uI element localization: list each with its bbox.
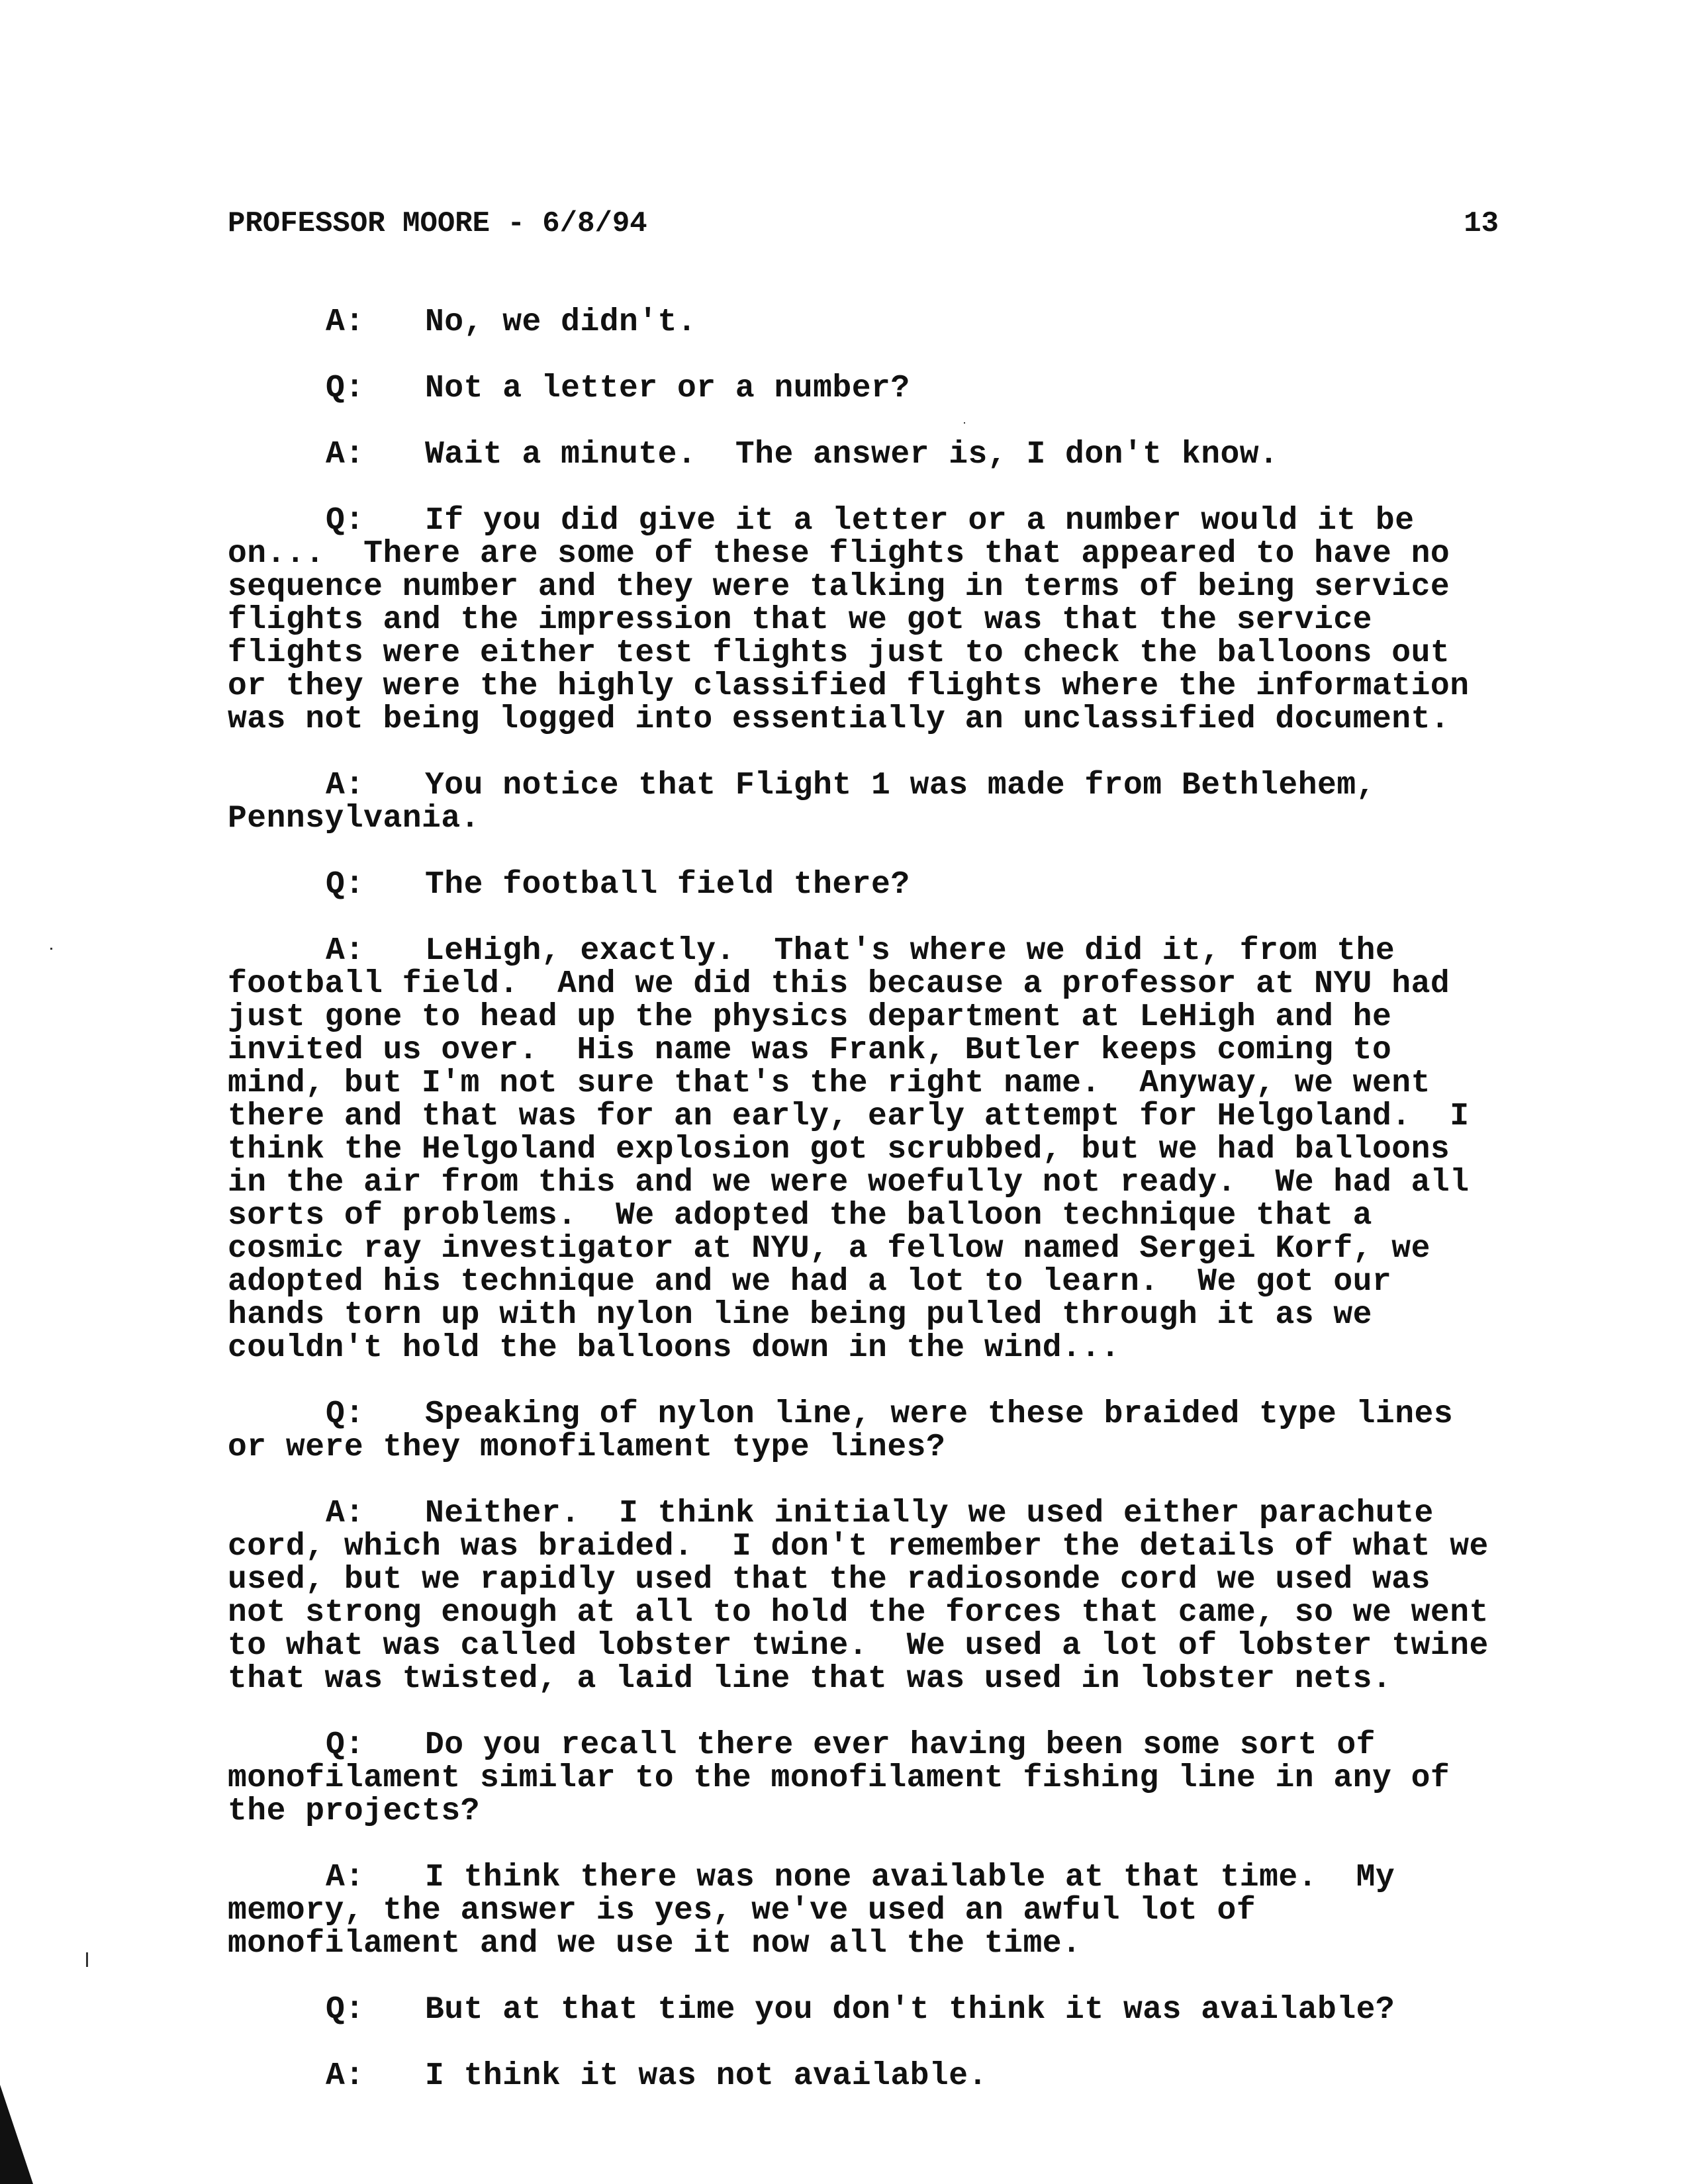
speaker-label: A: — [326, 1496, 365, 1531]
paragraph-first-line: Do you recall there ever having been some sort of — [425, 1727, 1376, 1763]
speaker-label: A: — [326, 304, 365, 340]
scan-speck — [50, 948, 52, 950]
paragraph-first-line: Not a letter or a number? — [425, 371, 910, 406]
paragraph-continuation: on... There are some of these flights that appeared to have no sequence number and they were talking in terms of being service flights and the impression that we got was that the service flights were either test flights just to check the balloons out or they were the highly classified flights where the information was not being logged into essentially an unclassified document. — [228, 536, 1470, 737]
paragraph-first-line: I think it was not available. — [425, 2058, 988, 2094]
paragraph-continuation: Pennsylvania. — [228, 801, 480, 837]
speaker-label: A: — [326, 437, 365, 473]
transcript-paragraph — [228, 2060, 1552, 2093]
paragraph-continuation: football field. And we did this because a professor at NYU had just gone to head up the physics department at LeHigh and he invited us over. His name was Frank, Butler keeps coming to mind, but I'm not sure that's the right name. Anyway, we went there and that was for an early, early attempt for Helgoland. I think the Helgoland explosion got scrubbed, but we had balloons in the air from this and we were woefully not ready. We had all sorts of problems. We adopted the balloon technique that a cosmic ray investigator at NYU, a fellow named Sergei Korf, we adopted his technique and we had a lot to learn. We got our hands torn up with nylon line being pulled through it as we couldn't hold the balloons down in the wind... — [228, 966, 1470, 1366]
scan-speck — [86, 1952, 88, 1967]
transcript-paragraph — [228, 504, 1552, 736]
page-number: 13 — [1464, 207, 1499, 240]
paragraph-first-line: If you did give it a letter or a number would it be — [425, 503, 1415, 539]
speaker-label: A: — [326, 2058, 365, 2094]
scan-speck — [964, 422, 965, 424]
paragraph-first-line: Neither. I think initially we used either parachute — [425, 1496, 1434, 1531]
paragraph-first-line: But at that time you don't think it was available? — [425, 1992, 1395, 2028]
page-header — [228, 204, 1499, 244]
transcript-paragraph — [228, 1497, 1552, 1696]
paragraph-first-line: I think there was none available at that time. My — [425, 1860, 1395, 1895]
transcript-paragraph — [228, 438, 1552, 471]
transcript-paragraph — [228, 372, 1552, 405]
document-title: PROFESSOR MOORE - 6/8/94 — [228, 207, 647, 240]
transcript-paragraph — [228, 1729, 1552, 1828]
transcript-paragraph — [228, 769, 1552, 835]
paragraph-first-line: You notice that Flight 1 was made from Bethlehem, — [425, 768, 1376, 803]
speaker-label: A: — [326, 768, 365, 803]
paragraph-first-line: LeHigh, exactly. That's where we did it, from the — [425, 933, 1395, 969]
speaker-label: Q: — [326, 1396, 365, 1432]
paragraph-first-line: Wait a minute. The answer is, I don't know. — [425, 437, 1279, 473]
transcript-paragraph — [228, 1993, 1552, 2026]
paragraph-continuation: memory, the answer is yes, we've used an awful lot of monofilament and we use it now all the time. — [228, 1893, 1256, 1962]
paragraph-first-line: The football field there? — [425, 867, 910, 903]
paragraph-continuation: cord, which was braided. I don't remember the details of what we used, but we rapidly used that the radiosonde cord we used was not strong enough at all to hold the forces that came, so we went to what was called lobster twine. We used a lot of lobster twine that was twisted, a laid line that was used in lobster nets. — [228, 1529, 1489, 1697]
transcript-body — [228, 306, 1552, 2126]
scan-edge-mark — [0, 2085, 33, 2184]
speaker-label: Q: — [326, 503, 365, 539]
transcript-paragraph — [228, 1398, 1552, 1464]
speaker-label: Q: — [326, 1727, 365, 1763]
transcript-paragraph — [228, 934, 1552, 1365]
transcript-paragraph — [228, 1861, 1552, 1960]
speaker-label: Q: — [326, 867, 365, 903]
speaker-label: Q: — [326, 1992, 365, 2028]
transcript-paragraph — [228, 306, 1552, 339]
paragraph-continuation: or were they monofilament type lines? — [228, 1430, 946, 1465]
paragraph-first-line: No, we didn't. — [425, 304, 697, 340]
speaker-label: Q: — [326, 371, 365, 406]
paragraph-first-line: Speaking of nylon line, were these braided type lines — [425, 1396, 1454, 1432]
speaker-label: A: — [326, 933, 365, 969]
transcript-paragraph — [228, 868, 1552, 901]
speaker-label: A: — [326, 1860, 365, 1895]
paragraph-continuation: monofilament similar to the monofilament fishing line in any of the projects? — [228, 1760, 1450, 1829]
